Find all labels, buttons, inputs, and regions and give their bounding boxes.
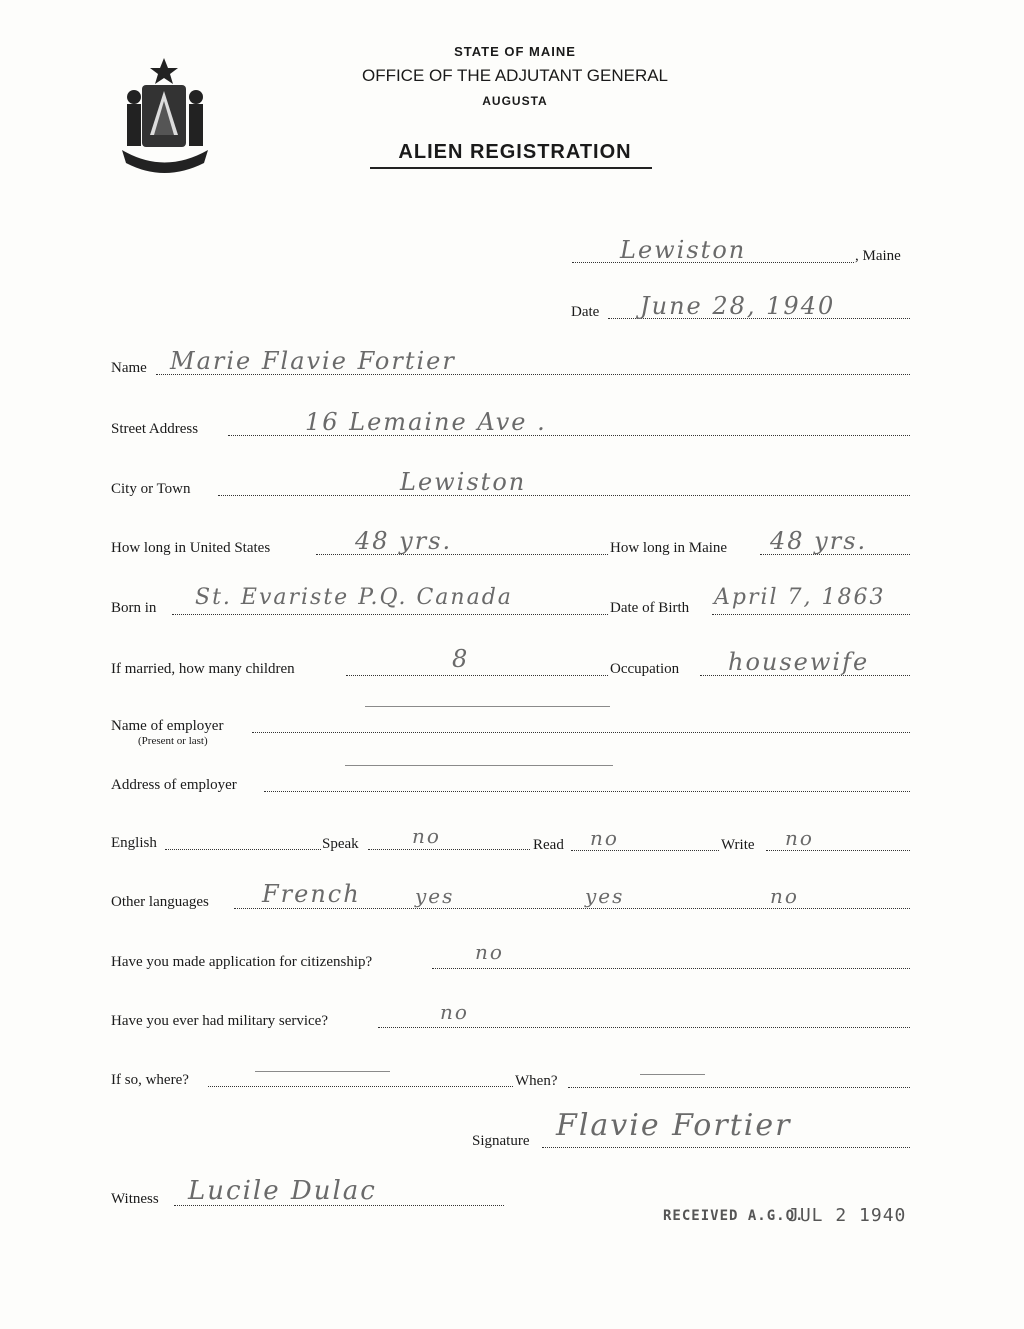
years-us-label: How long in United States	[111, 540, 271, 556]
employer-address-line	[264, 791, 910, 792]
witness-label: Witness	[111, 1191, 159, 1207]
military-label: Have you ever had military service?	[111, 1013, 328, 1029]
state-heading: STATE OF MAINE	[454, 44, 576, 59]
write-line	[766, 850, 910, 851]
city-heading: AUGUSTA	[482, 94, 548, 108]
witness-value: Lucile Dulac	[188, 1176, 377, 1206]
where-pen-dash	[255, 1071, 390, 1072]
city-value: Lewiston	[400, 468, 527, 496]
signature-label: Signature	[472, 1133, 530, 1149]
received-stamp: RECEIVED A.G.O.	[663, 1208, 805, 1224]
when-pen-dash	[640, 1074, 705, 1075]
where-label: If so, where?	[111, 1072, 189, 1088]
english-line	[165, 849, 321, 850]
children-value: 8	[452, 645, 470, 673]
place-suffix: , Maine	[855, 248, 901, 264]
maine-state-seal-icon	[112, 55, 220, 180]
other-languages-speak: yes	[415, 884, 455, 908]
city-label: City or Town	[111, 481, 191, 497]
military-value: no	[440, 1000, 469, 1024]
occupation-label: Occupation	[610, 661, 680, 677]
speak-value: no	[412, 824, 441, 848]
name-value: Marie Flavie Fortier	[170, 347, 456, 375]
born-label: Born in	[111, 600, 157, 616]
english-label: English	[111, 835, 157, 851]
citizenship-value: no	[475, 940, 504, 964]
other-languages-read: yes	[585, 884, 625, 908]
born-line	[172, 614, 608, 615]
write-value: no	[785, 826, 814, 850]
children-line	[346, 675, 608, 676]
write-label: Write	[721, 837, 755, 853]
employer-address-pen-dash	[345, 765, 613, 766]
form-title: ALIEN REGISTRATION	[398, 141, 632, 163]
street-label: Street Address	[111, 421, 199, 437]
date-label: Date	[571, 304, 600, 320]
when-line	[568, 1087, 910, 1088]
born-value: St. Evariste P.Q. Canada	[195, 585, 513, 610]
years-maine-value: 48 yrs.	[770, 527, 868, 555]
employer-name-label: Name of employer	[111, 718, 224, 734]
date-value: June 28, 1940	[640, 292, 836, 320]
where-line	[208, 1086, 513, 1087]
other-languages-write: no	[770, 884, 799, 908]
military-line	[378, 1027, 910, 1028]
read-line	[571, 850, 719, 851]
employer-address-label: Address of employer	[111, 777, 237, 793]
street-value: 16 Lemaine Ave .	[305, 408, 547, 436]
name-label: Name	[111, 360, 147, 376]
citizenship-label: Have you made application for citizenship?	[111, 954, 373, 970]
years-us-value: 48 yrs.	[355, 527, 453, 555]
other-languages-line	[234, 908, 910, 909]
employer-name-sublabel: (Present or last)	[138, 735, 208, 747]
speak-label: Speak	[322, 836, 359, 852]
signature-value: Flavie Fortier	[556, 1108, 792, 1143]
dob-label: Date of Birth	[610, 600, 690, 616]
when-label: When?	[515, 1073, 558, 1089]
citizenship-line	[432, 968, 910, 969]
place-value: Lewiston	[620, 236, 747, 264]
signature-line	[542, 1147, 910, 1148]
read-label: Read	[533, 837, 564, 853]
city-line	[218, 495, 910, 496]
read-value: no	[590, 826, 619, 850]
occupation-value: housewife	[728, 648, 870, 676]
speak-line	[368, 849, 530, 850]
children-label: If married, how many children	[111, 661, 295, 677]
received-stamp-date: JUL 2 1940	[788, 1205, 907, 1226]
other-languages-value: French	[262, 880, 361, 908]
years-maine-label: How long in Maine	[610, 540, 728, 556]
office-heading: OFFICE OF THE ADJUTANT GENERAL	[361, 66, 669, 85]
other-languages-label: Other languages	[111, 894, 209, 910]
employer-name-pen-dash	[365, 706, 610, 707]
employer-name-line	[252, 732, 910, 733]
dob-value: April 7, 1863	[714, 585, 886, 610]
title-underline	[370, 167, 652, 169]
dob-line	[712, 614, 910, 615]
